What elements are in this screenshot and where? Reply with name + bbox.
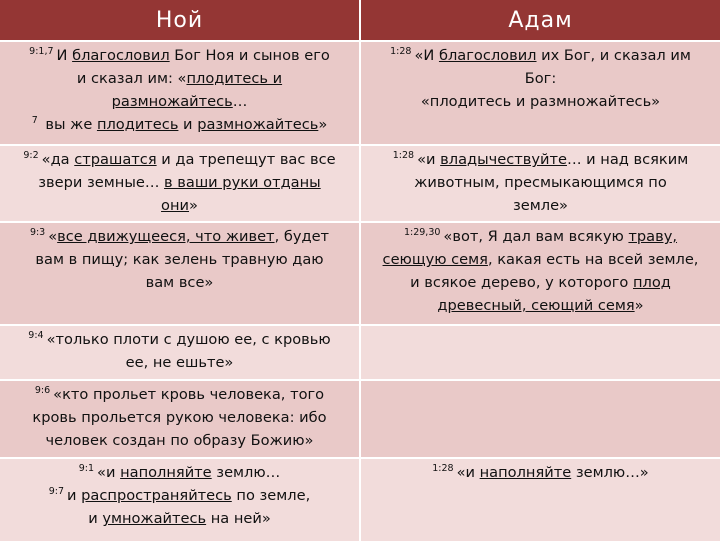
text-run: «да — [41, 151, 75, 168]
adam-cell — [360, 41, 720, 145]
text-run: землю…» — [571, 464, 649, 481]
table-row — [0, 458, 720, 541]
text-run: по земле, — [231, 487, 311, 504]
text-run: , будет — [274, 228, 330, 245]
underlined-text: сеющую семя — [382, 251, 488, 268]
text-run: » — [318, 116, 328, 133]
text-line — [367, 148, 714, 171]
text-line — [367, 248, 714, 271]
text-line: ее, не ешьте» — [125, 354, 234, 371]
text-line — [6, 328, 353, 351]
verse-ref: 9:6 — [34, 385, 51, 396]
underlined-text: в ваши руки отданы — [164, 174, 321, 191]
text-run: Бог Ноя и сынов его — [169, 47, 330, 64]
text-line — [6, 194, 353, 217]
table-row — [0, 145, 720, 222]
text-run: «только плоти с душою ее, с кровью — [46, 331, 331, 348]
header-row — [0, 0, 720, 41]
text-run: и — [88, 510, 103, 527]
verse-ref: 1:28 — [390, 46, 412, 57]
text-line — [6, 44, 353, 67]
text-run: И — [56, 47, 73, 64]
underlined-text: распространяйтесь — [81, 487, 232, 504]
text-run: , какая есть на всей земле, — [487, 251, 699, 268]
text-run: » — [189, 197, 198, 214]
underlined-text: плод — [633, 274, 671, 291]
adam-cell — [360, 145, 720, 222]
underlined-text: размножайтесь — [111, 93, 233, 110]
text-run: их Бог, и сказал им — [536, 47, 691, 64]
noah-cell — [0, 325, 360, 380]
text-run: «И — [414, 47, 439, 64]
noah-cell — [0, 41, 360, 145]
text-line — [367, 461, 714, 484]
adam-cell-empty — [360, 380, 720, 458]
adam-cell — [360, 222, 720, 325]
adam-cell-empty — [360, 325, 720, 380]
verse-ref: 9:4 — [28, 330, 44, 341]
text-line — [6, 148, 353, 171]
noah-cell — [0, 458, 360, 541]
underlined-text: плодитесь — [96, 116, 179, 133]
underlined-text: наполняйте — [479, 464, 572, 481]
text-line: животным, пресмыкающимся по — [414, 174, 667, 191]
text-line — [6, 484, 353, 507]
underlined-text: умножайтесь — [102, 510, 207, 527]
text-run: » — [634, 297, 644, 314]
text-run: «вот, Я дал вам всякую — [443, 228, 629, 245]
table-row — [0, 325, 720, 380]
table-row — [0, 41, 720, 145]
text-run: вы же — [40, 116, 97, 133]
text-line: вам все» — [145, 274, 214, 291]
verse-ref: 1:29,30 — [403, 227, 441, 238]
text-line: земле» — [513, 197, 568, 214]
underlined-text: они — [161, 197, 190, 214]
verse-ref: 9:2 — [23, 150, 39, 161]
verse-ref: 7 — [31, 115, 38, 126]
underlined-text: размножайтесь — [197, 116, 319, 133]
text-line — [6, 507, 353, 530]
text-run: « — [48, 228, 58, 245]
underlined-text: плодитесь и — [186, 70, 283, 87]
text-line — [367, 44, 714, 67]
text-line — [6, 90, 353, 113]
adam-cell — [360, 458, 720, 541]
verse-ref: 9:1 — [78, 463, 95, 474]
underlined-text: благословил — [72, 47, 170, 64]
text-run: … и над всяким — [566, 151, 689, 168]
verse-ref: 9:3 — [29, 227, 46, 238]
table-row — [0, 380, 720, 458]
text-line: Бог: — [524, 70, 557, 87]
text-line — [6, 113, 353, 136]
noah-cell — [0, 380, 360, 458]
text-run: и сказал им: « — [76, 70, 187, 87]
underlined-text: благословил — [438, 47, 537, 64]
underlined-text: траву, — [628, 228, 678, 245]
text-run: и всякое дерево, у которого — [410, 274, 633, 291]
underlined-text: владычествуйте — [440, 151, 567, 168]
text-run: и — [178, 116, 198, 133]
text-run: … — [232, 93, 248, 110]
text-run: и да трепещут вас все — [156, 151, 336, 168]
text-line: вам в пищу; как зелень травную даю — [35, 251, 324, 268]
underlined-text: наполняйте — [120, 464, 212, 481]
text-line — [367, 225, 714, 248]
verse-ref: 9:1,7 — [29, 46, 54, 57]
text-line — [6, 461, 353, 484]
table-row — [0, 222, 720, 325]
noah-cell — [0, 222, 360, 325]
header-noah: Ной — [0, 0, 360, 41]
text-run: землю… — [211, 464, 281, 481]
text-line — [6, 67, 353, 90]
text-line: кровь прольется рукою человека: ибо — [32, 409, 327, 426]
text-run: «и — [456, 464, 480, 481]
text-run: на ней» — [206, 510, 271, 527]
text-run: «и — [417, 151, 441, 168]
text-line — [6, 171, 353, 194]
text-run: звери земные… — [38, 174, 165, 191]
text-run: «кто прольет кровь человека, того — [53, 386, 325, 403]
text-line — [367, 271, 714, 294]
text-run: «и — [97, 464, 121, 481]
text-line — [6, 383, 353, 406]
verse-ref: 1:28 — [432, 463, 454, 474]
text-line: «плодитесь и размножайтесь» — [420, 93, 661, 110]
noah-cell — [0, 145, 360, 222]
text-run: и — [67, 487, 82, 504]
text-line — [6, 225, 353, 248]
verse-ref: 1:28 — [392, 150, 415, 161]
text-line — [367, 294, 714, 317]
verse-ref: 9:7 — [48, 486, 65, 497]
underlined-text: все движущееся, что живет — [57, 228, 275, 245]
header-adam: Адам — [360, 0, 720, 41]
text-line: человек создан по образу Божию» — [45, 432, 314, 449]
underlined-text: древесный, сеющий семя — [437, 297, 635, 314]
underlined-text: страшатся — [74, 151, 157, 168]
